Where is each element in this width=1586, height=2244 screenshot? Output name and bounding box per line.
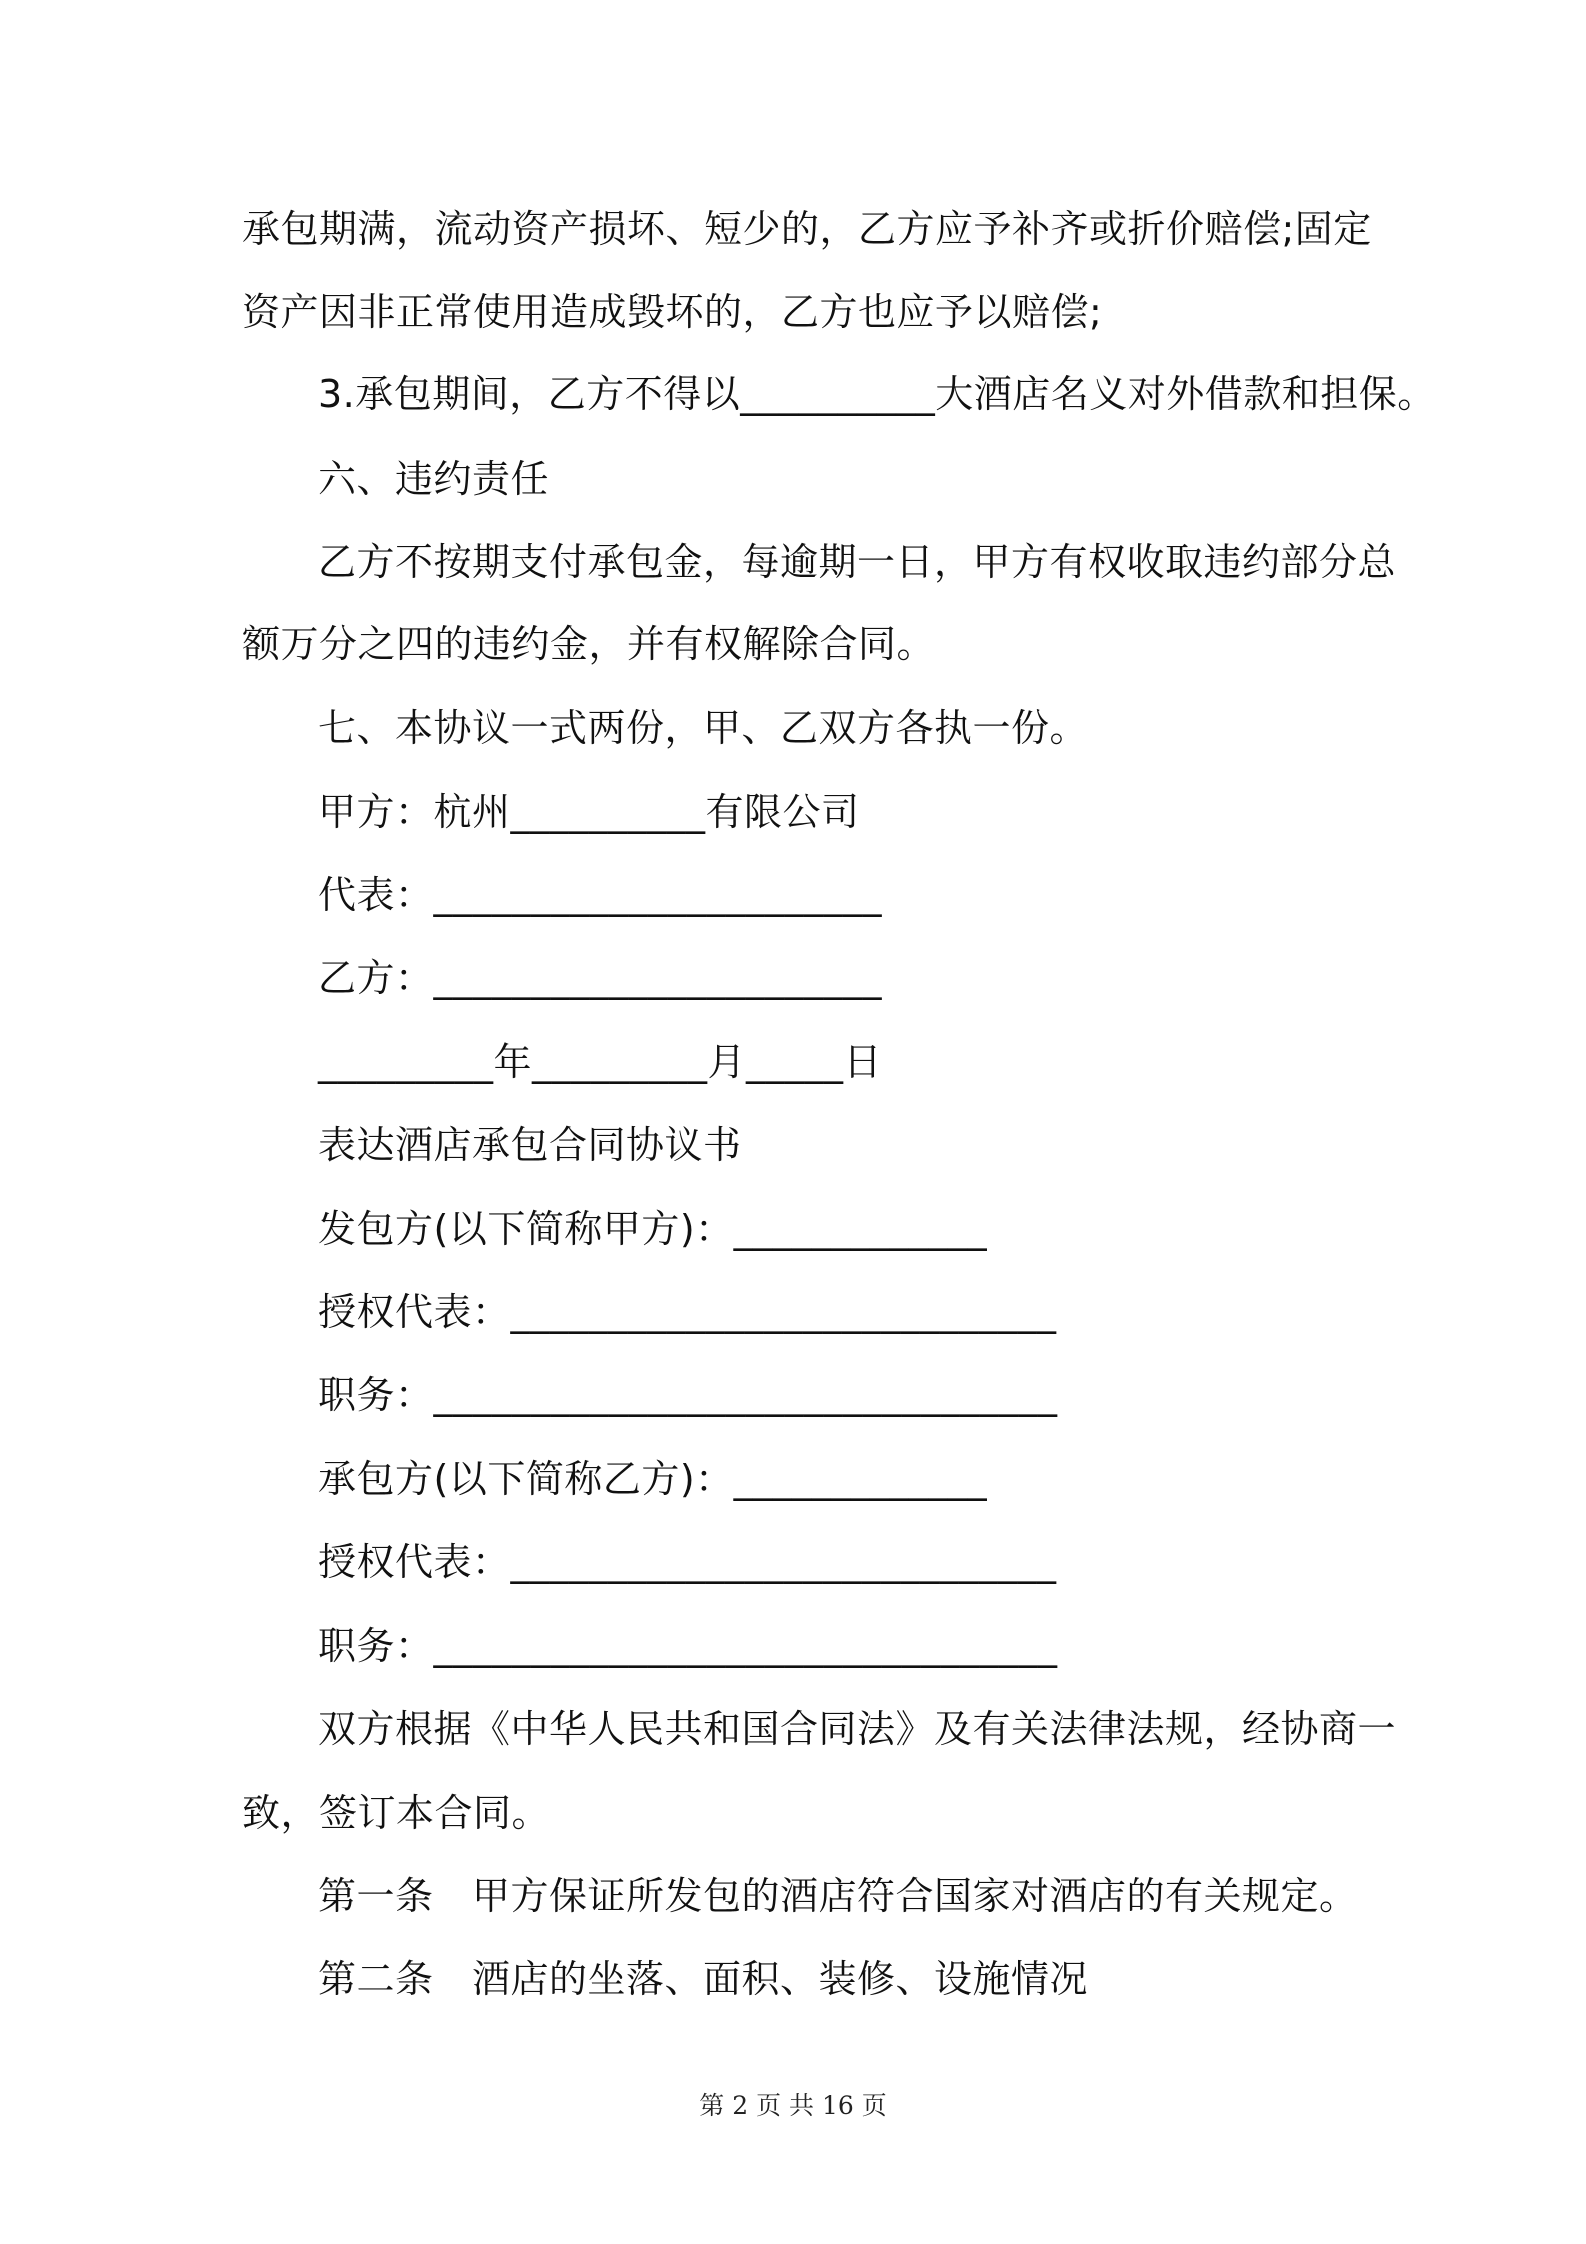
party-a-line: 甲方：杭州__________有限公司	[318, 790, 860, 834]
representative-line: 代表：_______________________	[318, 873, 883, 917]
article-one: 第一条 甲方保证所发包的酒店符合国家对酒店的有关规定。	[318, 1874, 1358, 1918]
section-heading-breach: 六、违约责任	[318, 457, 550, 501]
authorized-rep-a-line: 授权代表：____________________________	[318, 1290, 1057, 1334]
party-b-line: 乙方：_______________________	[318, 956, 883, 1000]
text-line-6: 额万分之四的违约金，并有权解除合同。	[242, 622, 936, 666]
position-a-line: 职务：________________________________	[318, 1373, 1058, 1417]
text-line-19: 双方根据《中华人民共和国合同法》及有关法律法规，经协商一	[318, 1707, 1397, 1751]
authorized-rep-b-line: 授权代表：____________________________	[318, 1540, 1057, 1584]
text-line-3: 3.承包期间，乙方不得以__________大酒店名义对外借款和担保。	[318, 372, 1436, 416]
text-line-7: 七、本协议一式两份，甲、乙双方各执一份。	[318, 706, 1089, 750]
text-line-1: 承包期满，流动资产损坏、短少的，乙方应予补齐或折价赔偿;固定	[242, 207, 1372, 251]
date-line: _________年_________月_____日	[318, 1040, 883, 1084]
position-b-line: 职务：________________________________	[318, 1624, 1058, 1668]
contractor-a-line: 发包方(以下简称甲方)：_____________	[318, 1207, 988, 1251]
text-line-20: 致，签订本合同。	[242, 1791, 551, 1835]
article-two: 第二条 酒店的坐落、面积、装修、设施情况	[318, 1957, 1089, 2001]
contractor-b-line: 承包方(以下简称乙方)：_____________	[318, 1457, 988, 1501]
contract-title: 表达酒店承包合同协议书	[318, 1123, 742, 1167]
text-line-2: 资产因非正常使用造成毁坏的，乙方也应予以赔偿;	[242, 290, 1103, 334]
page-number-footer: 第 2 页 共 16 页	[699, 2091, 887, 2120]
text-line-5: 乙方不按期支付承包金，每逾期一日，甲方有权收取违约部分总	[318, 540, 1397, 584]
